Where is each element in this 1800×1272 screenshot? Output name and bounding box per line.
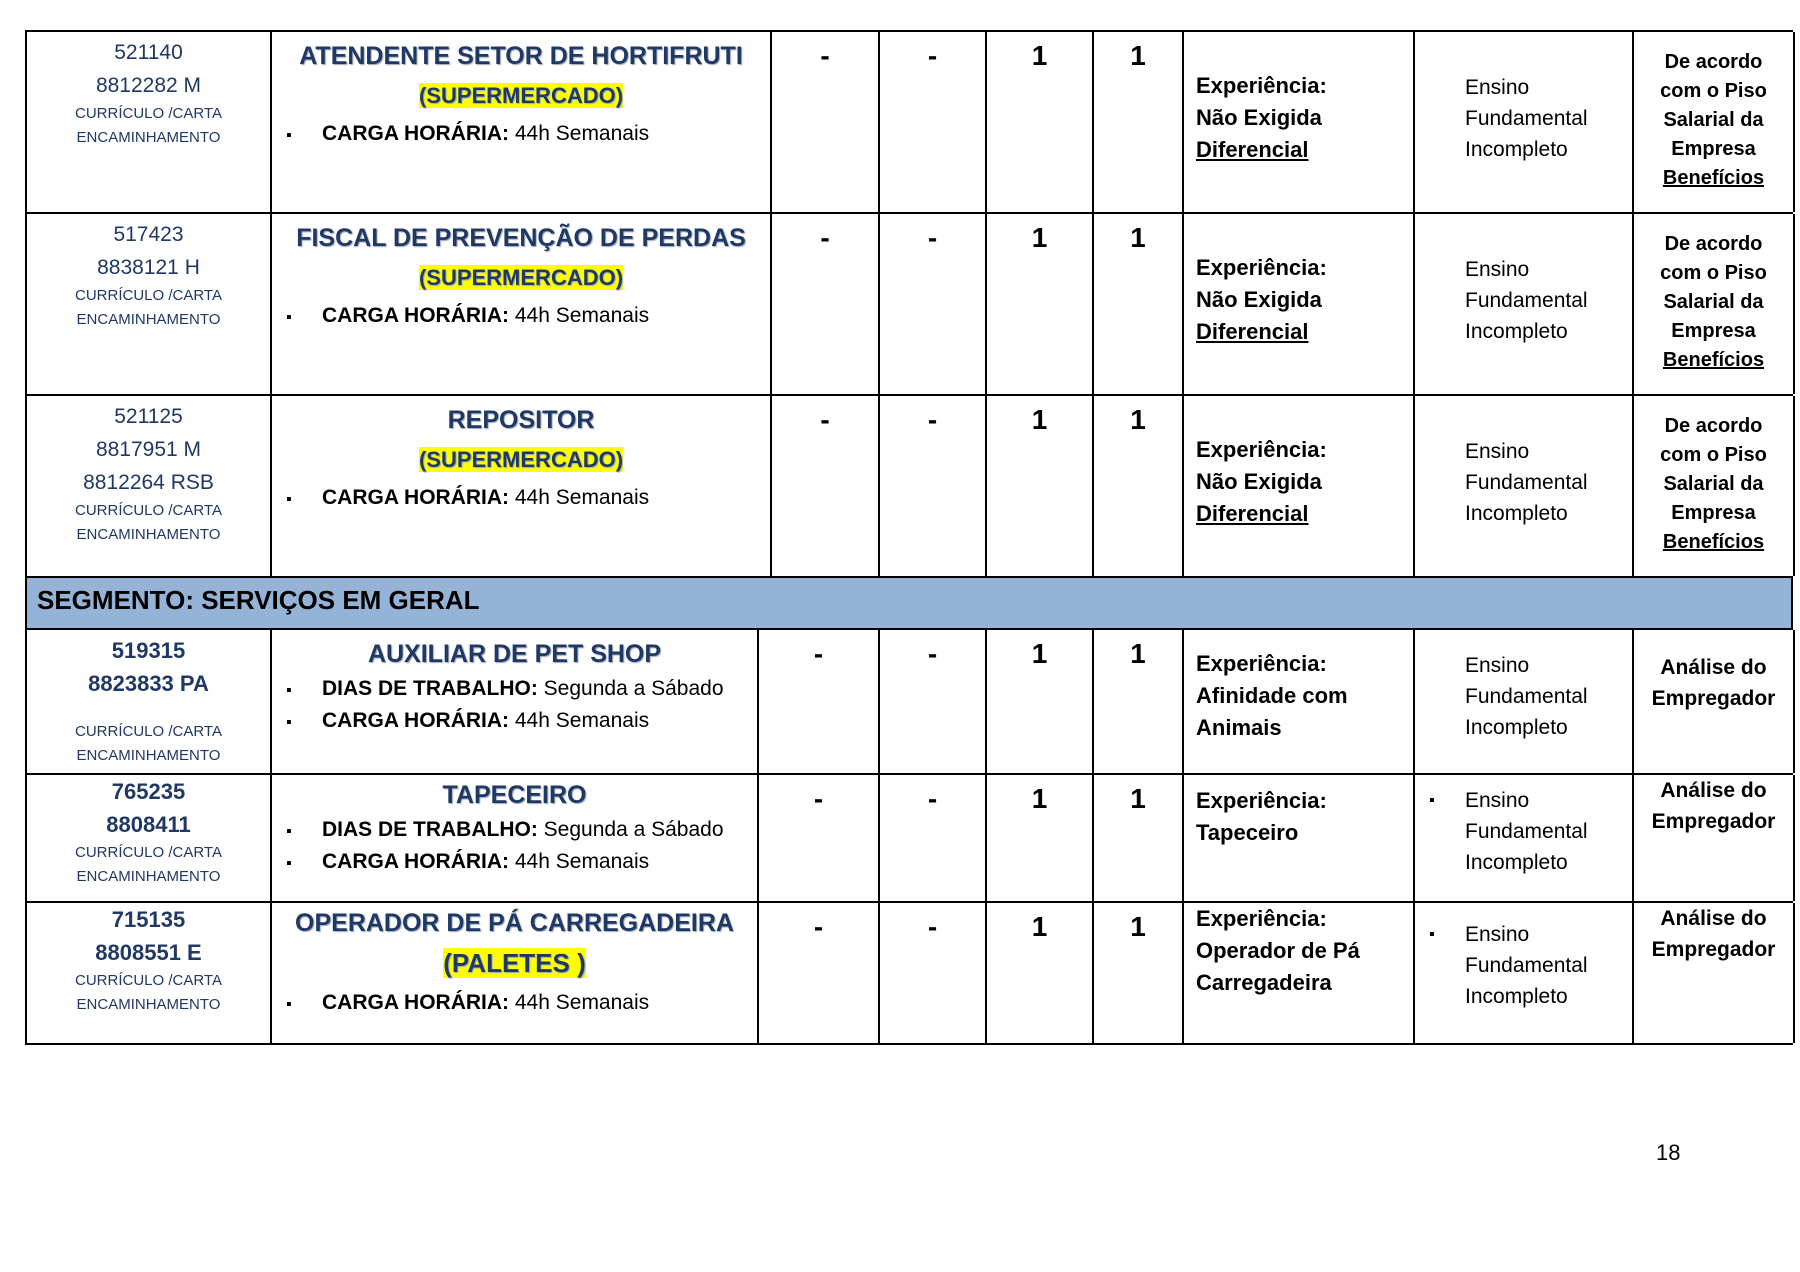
list-item: ▪ CARGA HORÁRIA: 44h Semanais [286,483,770,515]
job-codes-cell [27,775,270,901]
salary-cell: Análise do Empregador [1632,775,1795,901]
application-note: ENCAMINHAMENTO [76,526,221,543]
job-tag: (SUPERMERCADO) [418,447,624,472]
job-code: 8817951 M [95,438,202,461]
jobs-table [25,30,1793,1045]
salary-cell: De acordo com o Piso Salarial da Empresa Benefícios [1632,32,1795,212]
job-description-cell [270,775,757,901]
education-cell: Ensino Fundamental Incompleto [1413,630,1632,773]
experience-cell: Experiência: Afinidade com Animais [1182,630,1413,773]
experience-cell: Experiência: Não Exigida Diferencial [1182,32,1413,212]
count-cell: 1 [985,775,1092,901]
table-row [25,630,1793,775]
table-row [25,214,1793,396]
count-cell: - [757,775,878,901]
job-code: 8823833 PA [88,671,209,696]
job-title: REPOSITOR [447,406,595,434]
count-cell: - [757,903,878,1043]
salary-cell: Análise do Empregador [1632,630,1795,773]
count-cell: - [878,214,985,394]
job-tag: (SUPERMERCADO) [418,265,624,290]
count-cell: - [770,214,878,394]
salary-cell: De acordo com o Piso Salarial da Empresa Benefícios [1632,396,1795,576]
list-item: ▪ DIAS DE TRABALHO: Segunda a Sábado [286,815,757,847]
count-cell: - [878,630,985,773]
education-cell: Ensino Fundamental Incompleto [1413,396,1632,576]
job-codes-cell [27,214,270,394]
count-cell: - [770,32,878,212]
count-cell: 1 [1092,32,1182,212]
application-note: ENCAMINHAMENTO [76,129,221,146]
count-cell: 1 [985,903,1092,1043]
application-note: CURRÍCULO /CARTA [75,972,222,989]
job-code: 521125 [114,405,183,428]
count-cell: 1 [1092,396,1182,576]
job-description-cell [270,903,757,1043]
job-tag: (SUPERMERCADO) [418,83,624,108]
job-code: 8812264 RSB [83,471,214,494]
count-cell: 1 [985,396,1092,576]
education-cell: ▪ Ensino Fundamental Incompleto [1413,903,1632,1043]
job-code: 8838121 H [97,256,200,279]
count-cell: - [878,775,985,901]
experience-cell: Experiência: Operador de Pá Carregadeira [1182,903,1413,1043]
job-description-cell [270,214,770,394]
job-code: 8808551 E [95,940,202,965]
job-codes-cell [27,903,270,1043]
application-note: ENCAMINHAMENTO [76,996,221,1013]
count-cell: 1 [985,32,1092,212]
education-cell: Ensino Fundamental Incompleto [1413,214,1632,394]
list-item: ▪ CARGA HORÁRIA: 44h Semanais [286,706,757,738]
application-note: ENCAMINHAMENTO [76,868,221,885]
job-description-cell [270,32,770,212]
page-number: 18 [1656,1140,1681,1165]
list-item: ▪ DIAS DE TRABALHO: Segunda a Sábado [286,674,757,706]
job-description-cell [270,396,770,576]
count-cell: 1 [985,214,1092,394]
count-cell: 1 [1092,903,1182,1043]
job-code: 517423 [113,223,184,246]
job-code: 8812282 M [95,74,202,97]
table-row [25,775,1793,903]
count-cell: - [757,630,878,773]
list-item: ▪ CARGA HORÁRIA: 44h Semanais [286,988,757,1020]
job-title: TAPECEIRO [442,781,587,809]
count-cell: - [878,903,985,1043]
count-cell: - [878,32,985,212]
education-cell: Ensino Fundamental Incompleto [1413,32,1632,212]
job-code: 519315 [111,638,186,663]
job-codes-cell [27,630,270,773]
application-note: ENCAMINHAMENTO [76,747,221,764]
experience-cell: Experiência: Não Exigida Diferencial [1182,396,1413,576]
job-title: FISCAL DE PREVENÇÃO DE PERDAS [296,224,746,252]
list-item: ▪ CARGA HORÁRIA: 44h Semanais [286,847,757,879]
table-row [25,30,1793,214]
experience-cell: Experiência: Tapeceiro [1182,775,1413,901]
application-note: CURRÍCULO /CARTA [75,844,222,861]
segment-header [25,578,1793,630]
count-cell: 1 [1092,630,1182,773]
application-note: ENCAMINHAMENTO [76,311,221,328]
count-cell: 1 [1092,775,1182,901]
count-cell: 1 [985,630,1092,773]
job-codes-cell [27,396,270,576]
table-row [25,396,1793,578]
count-cell: 1 [1092,214,1182,394]
job-codes-cell [27,32,270,212]
job-tag: (PALETES ) [443,948,586,978]
table-row [25,903,1793,1045]
list-item: ▪ CARGA HORÁRIA: 44h Semanais [286,301,770,333]
count-cell: - [770,396,878,576]
job-title: AUXILIAR DE PET SHOP [367,640,662,668]
application-note: CURRÍCULO /CARTA [75,105,222,122]
segment-title: SEGMENTO: SERVIÇOS EM GERAL [37,585,480,615]
job-title: OPERADOR DE PÁ CARREGADEIRA [295,909,734,937]
experience-cell: Experiência: Não Exigida Diferencial [1182,214,1413,394]
application-note: CURRÍCULO /CARTA [75,502,222,519]
application-note: CURRÍCULO /CARTA [75,287,222,304]
education-cell: ▪ Ensino Fundamental Incompleto [1413,775,1632,901]
list-item: ▪ CARGA HORÁRIA: 44h Semanais [286,119,770,151]
application-note: CURRÍCULO /CARTA [75,723,222,740]
job-code: 765235 [111,779,186,804]
job-code: 715135 [111,907,186,932]
job-description-cell [270,630,757,773]
salary-cell: De acordo com o Piso Salarial da Empresa Benefícios [1632,214,1795,394]
job-title: ATENDENTE SETOR DE HORTIFRUTI [299,42,743,70]
salary-cell: Análise do Empregador [1632,903,1795,1043]
job-code: 521140 [114,41,183,64]
count-cell: - [878,396,985,576]
job-code: 8808411 [106,812,191,837]
